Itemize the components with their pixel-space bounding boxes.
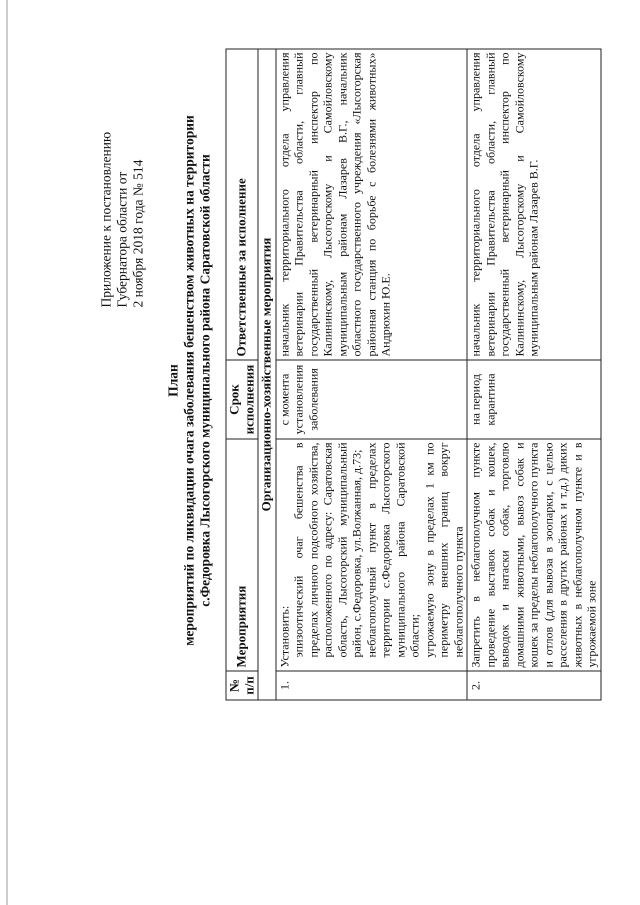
table-row (275, 49, 467, 700)
appendix-line-3: 2 ноября 2018 года № 514 (130, 159, 145, 307)
row-2-num: 2. (467, 671, 601, 700)
header-num: № п/п (226, 671, 258, 700)
title-line-1: План (165, 363, 180, 397)
measures-table (225, 48, 601, 700)
row-1-measure-point: неблагополучный пункт в пределах территории с.Федоровка Лысогорского муниципального района Саратовской области; (363, 442, 421, 657)
row-1-num: 1. (275, 671, 467, 700)
table-row (467, 49, 601, 700)
row-1-measures (275, 439, 467, 671)
title-line-3: с.Федоровка Лысогорского муниципального района Саратовской области (197, 153, 212, 607)
section-row (258, 49, 276, 700)
row-2-responsible: начальник территориального отдела управления ветеринарии Правительства области, главный государственный ветеринарный инспектор по Калининскому, Лысогорскому и Самойловскому муниципальным районам Лазарев В.Г. (467, 49, 601, 360)
header-term: Срок исполнения (226, 360, 258, 439)
section-title: Организационно-хозяйственные мероприятия (258, 49, 276, 700)
document-title (165, 75, 213, 685)
row-1-term: с момента установления заболевания (275, 360, 467, 439)
appendix-line-2: Губернатора области от (114, 171, 129, 307)
header-measures: Мероприятия (226, 439, 258, 671)
row-1-measure-zone: угрожаемую зону в пределах 1 км по периметру внешних границ вокруг неблагополучного пункта (421, 442, 465, 657)
table-header-row (226, 49, 258, 700)
row-2-measures: Запретить в неблагополучном пункте проведение выставок собак и кошек, выводок и натаски собак, торговлю домашними животными, вывоз собак и кошек за пределы неблагополучного пункта и отлов (для вывоза в зоопарки, с целью расселения в других районах и т.д.) диких животных в неблагополучном пункте и в угрожаемой зоне (467, 439, 601, 671)
header-responsible: Ответственные за исполнение (226, 49, 258, 360)
row-1-measure-focus: эпизоотический очаг бешенства в пределах личного подсобного хозяйства, расположенного по адресу: Саратовская область, Лысогорский муниципальный район, с.Федоровка, ул.Волжанная, д.73; (291, 442, 363, 657)
appendix-line-1: Приложение к постановлению (98, 131, 113, 307)
appendix-note (98, 7, 146, 307)
row-2-term: на период карантина (467, 360, 601, 439)
row-1-measure-intro: Установить: (276, 605, 291, 667)
row-1-responsible: начальник территориального отдела управления ветеринарии Правительства области, главный государственный ветеринарный инспектор по Калининскому, Лысогорскому и Самойловскому муниципальным районам Лазарев В.Г., начальник областного государственного учреждения «Лысогорская районная станция по борьбе с болезнями животных» Андрюхин Ю.Е. (275, 49, 467, 360)
title-line-2: мероприятий по ликвидации очага заболевания бешенством животных на территории (181, 114, 196, 646)
